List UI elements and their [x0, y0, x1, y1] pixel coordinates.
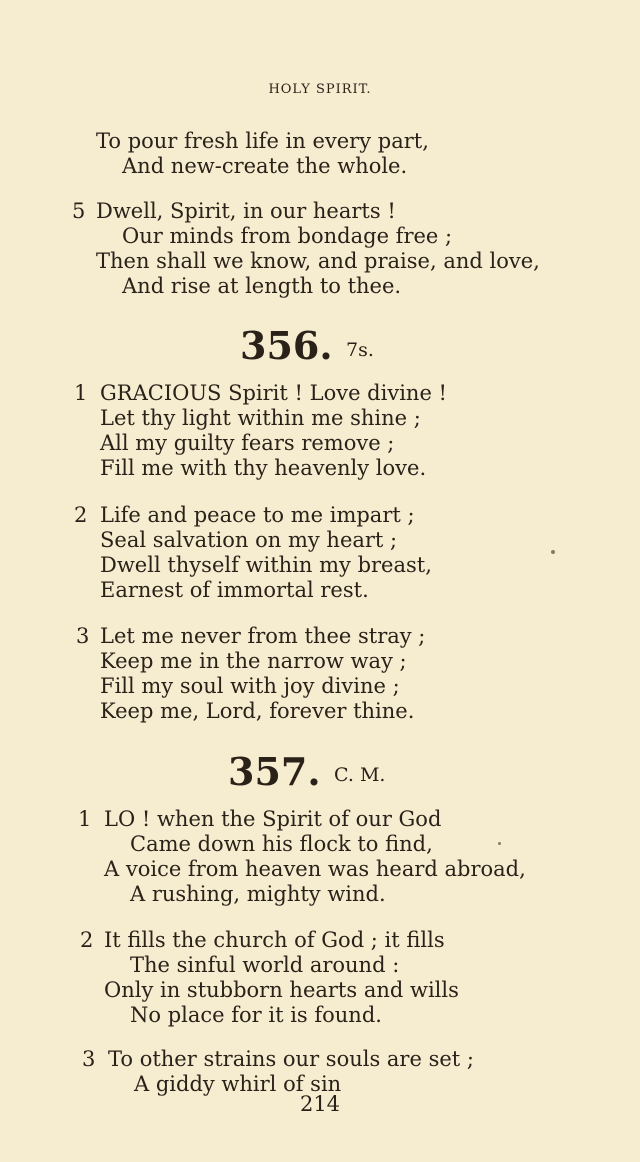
verse-number: 1 [78, 807, 92, 831]
verse-line: To pour fresh life in every part, [96, 129, 429, 153]
verse-line: To other strains our souls are set ; [108, 1047, 474, 1071]
verse-line: Let me never from thee stray ; [100, 624, 426, 648]
verse-line: GRACIOUS Spirit ! Love divine ! [100, 381, 447, 405]
verse-number: 5 [72, 199, 86, 223]
verse-line: Keep me, Lord, forever thine. [100, 699, 415, 723]
verse-line: Dwell thyself within my breast, [100, 553, 432, 577]
verse-line: Let thy light within me shine ; [100, 406, 421, 430]
verse-line: A rushing, mighty wind. [130, 882, 386, 906]
hymn-meter: C. M. [334, 764, 386, 786]
hymn-number: 357. [228, 749, 321, 794]
verse-line: Earnest of immortal rest. [100, 578, 369, 602]
verse-number: 3 [82, 1047, 96, 1071]
verse-number: 1 [74, 381, 88, 405]
verse-number: 3 [76, 624, 90, 648]
verse-number: 2 [74, 503, 88, 527]
paper-speck [551, 550, 555, 554]
verse-line: Our minds from bondage free ; [122, 224, 453, 248]
page-number: 214 [299, 1092, 341, 1116]
verse-line: The sinful world around : [130, 953, 400, 977]
verse-number: 2 [80, 928, 94, 952]
verse-line: A voice from heaven was heard abroad, [104, 857, 526, 881]
verse-line: All my guilty fears remove ; [100, 431, 395, 455]
verse-line: Life and peace to me impart ; [100, 503, 415, 527]
verse-line: Then shall we know, and praise, and love, [96, 249, 540, 273]
verse-line: Fill me with thy heavenly love. [100, 456, 427, 480]
hymn-number: 356. [240, 323, 333, 368]
verse-line: It fills the church of God ; it fills [104, 928, 445, 952]
running-header: HOLY SPIRIT. [268, 82, 372, 97]
verse-line: LO ! when the Spirit of our God [104, 807, 442, 831]
verse-line: And new-create the whole. [122, 154, 408, 178]
verse-line: Keep me in the narrow way ; [100, 649, 407, 673]
verse-line: Only in stubborn hearts and wills [104, 978, 459, 1002]
paper-speck [498, 842, 501, 845]
hymn-meter: 7s. [346, 339, 374, 361]
verse-line: Fill my soul with joy divine ; [100, 674, 400, 698]
verse-line: Dwell, Spirit, in our hearts ! [96, 199, 396, 223]
verse-line: Seal salvation on my heart ; [100, 528, 398, 552]
verse-line: Came down his flock to find, [130, 832, 433, 856]
verse-line: And rise at length to thee. [122, 274, 402, 298]
verse-line: No place for it is found. [130, 1003, 382, 1027]
verse-line: A giddy whirl of sin [134, 1072, 342, 1096]
